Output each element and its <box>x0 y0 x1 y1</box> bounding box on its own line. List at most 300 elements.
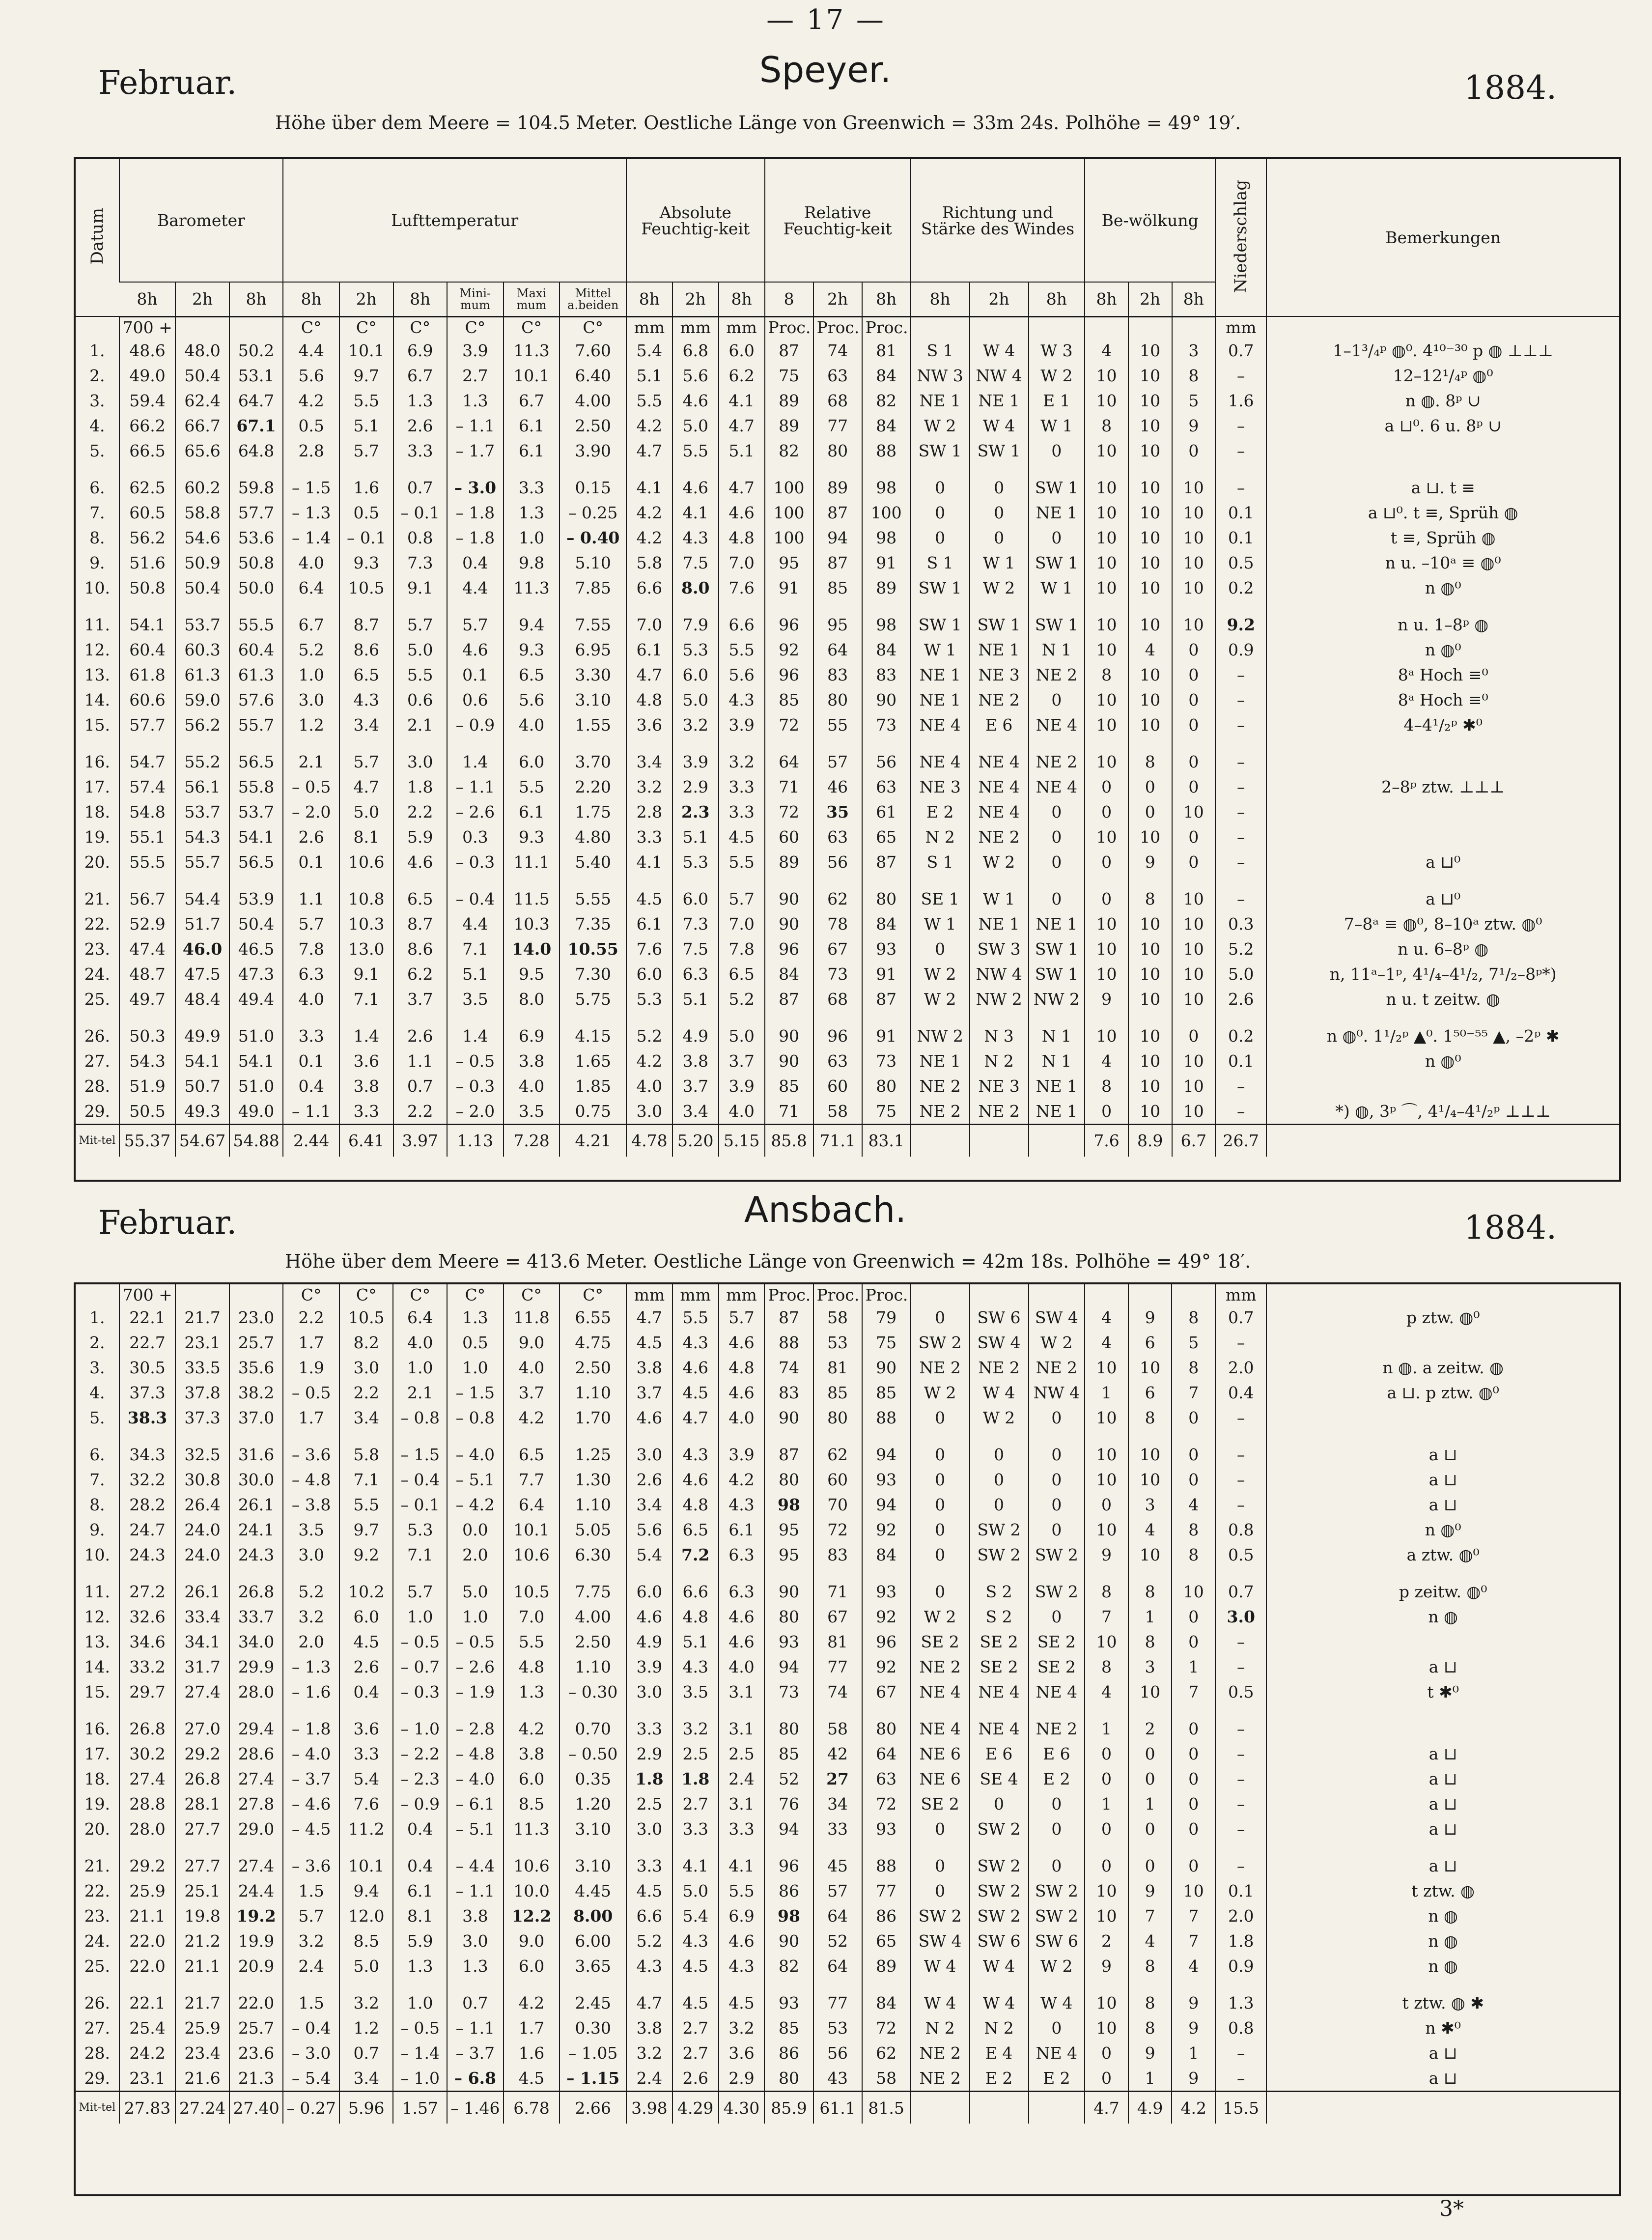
value-cell: 88 <box>862 438 911 463</box>
unit-cell: Proc. <box>813 1284 862 1305</box>
value-cell: – 4.8 <box>447 1741 504 1766</box>
value-cell: 4.6 <box>719 1604 765 1629</box>
value-cell: 9.1 <box>393 575 447 600</box>
value-cell: – 1.9 <box>447 1679 504 1704</box>
value-cell: 1.6 <box>339 475 393 500</box>
value-cell: 0.4 <box>393 1853 447 1878</box>
value-cell: 10.5 <box>339 575 393 600</box>
value-cell: 83 <box>813 662 862 687</box>
value-cell: 28.0 <box>229 1679 283 1704</box>
value-cell: 0 <box>911 936 970 962</box>
table-row <box>76 774 1619 799</box>
value-cell: – 2.8 <box>447 1716 504 1741</box>
value-cell: 74 <box>813 1679 862 1704</box>
value-cell: 25.7 <box>229 1330 283 1355</box>
value-cell: 0.4 <box>1215 1380 1266 1405</box>
value-cell: 5.55 <box>560 886 626 911</box>
value-cell: 77 <box>813 1990 862 2015</box>
table-row <box>76 1517 1619 1542</box>
value-cell: SW 1 <box>970 612 1029 637</box>
day-cell: 8. <box>89 528 105 547</box>
remark-cell: n u. 1–8ᵖ ◍ <box>1266 612 1619 637</box>
value-cell: – 5.4 <box>283 2066 339 2092</box>
value-cell: SW 6 <box>1029 1928 1085 1954</box>
unit-cell: C° <box>339 1284 393 1305</box>
value-cell: 4.8 <box>719 1355 765 1380</box>
value-cell: 49.7 <box>119 987 176 1012</box>
value-cell: 93 <box>862 1816 911 1842</box>
value-cell: E 2 <box>970 2066 1029 2092</box>
table-row <box>76 1049 1619 1074</box>
value-cell: 89 <box>813 475 862 500</box>
value-cell: NE 3 <box>970 662 1029 687</box>
value-cell: 0 <box>1128 799 1172 824</box>
value-cell: 1.2 <box>283 712 339 737</box>
pentad-gap <box>76 1567 1619 1579</box>
value-cell: 1 <box>1128 1791 1172 1816</box>
value-cell: 89 <box>765 850 813 875</box>
value-cell: N 1 <box>1029 1023 1085 1049</box>
value-cell: 3.1 <box>719 1716 765 1741</box>
value-cell: 10 <box>1128 363 1172 388</box>
value-cell: NE 1 <box>911 662 970 687</box>
mittel-cell: 1.13 <box>447 1124 504 1157</box>
value-cell: – 2.6 <box>447 1654 504 1679</box>
subheader-cell: 8h <box>393 282 447 316</box>
remark-cell <box>1266 1405 1619 1430</box>
value-cell: 5.1 <box>672 1629 719 1654</box>
unit-cell: 700 + <box>119 316 176 338</box>
value-cell: – 0.50 <box>560 1741 626 1766</box>
value-cell: N 3 <box>970 1023 1029 1049</box>
value-cell: 49.9 <box>175 1023 229 1049</box>
value-cell: SW 2 <box>1029 1878 1085 1903</box>
value-cell: 32.6 <box>119 1604 176 1629</box>
value-cell: 7.1 <box>393 1542 447 1567</box>
value-cell: 53.9 <box>229 886 283 911</box>
value-cell: 10 <box>1085 438 1128 463</box>
value-cell: 23.1 <box>175 1330 229 1355</box>
value-cell: 7.75 <box>560 1579 626 1604</box>
value-cell: 0 <box>911 1853 970 1878</box>
mittel-cell: 4.29 <box>672 2092 719 2124</box>
mittel-label: Mit-tel <box>76 1124 119 1157</box>
value-cell: 49.0 <box>229 1099 283 1125</box>
value-cell: – 1.0 <box>393 1716 447 1741</box>
value-cell: 0.6 <box>447 687 504 712</box>
value-cell: 5.5 <box>393 662 447 687</box>
value-cell: 0 <box>1029 1517 1085 1542</box>
table-row <box>76 1604 1619 1629</box>
value-cell: 8.7 <box>339 612 393 637</box>
value-cell: 3.3 <box>672 1816 719 1842</box>
value-cell: 2.5 <box>672 1741 719 1766</box>
remark-cell: a ⊔⁰. t ≡, Sprüh ◍ <box>1266 500 1619 525</box>
value-cell: 3.8 <box>504 1741 560 1766</box>
remark-cell: n ◍⁰ <box>1266 1049 1619 1074</box>
value-cell: 10 <box>1172 987 1216 1012</box>
value-cell: 0 <box>1029 1853 1085 1878</box>
value-cell: 0 <box>1172 1791 1215 1816</box>
value-cell: 50.2 <box>229 338 283 363</box>
station-1-year: 1884. <box>1464 69 1557 107</box>
subheader-cell: 8 <box>765 282 813 316</box>
value-cell: 9.0 <box>504 1928 560 1954</box>
value-cell: 5.3 <box>626 987 672 1012</box>
mittel-cell: 4.7 <box>1085 2092 1128 2124</box>
remark-cell: *) ◍, 3ᵖ ⌒, 4¹/₄–4¹/₂ᵖ ⊥⊥⊥ <box>1266 1099 1619 1125</box>
value-cell: 3.0 <box>626 1816 672 1842</box>
value-cell: 0 <box>1172 1442 1215 1467</box>
value-cell: NW 3 <box>911 363 970 388</box>
table-row <box>76 637 1619 662</box>
value-cell: 2.3 <box>672 799 719 824</box>
value-cell: 4.4 <box>283 338 339 363</box>
value-cell: 8 <box>1128 1954 1172 1979</box>
value-cell: 85 <box>764 2015 813 2041</box>
value-cell: 10.6 <box>504 1853 560 1878</box>
value-cell: 57.7 <box>229 500 283 525</box>
value-cell: – 0.5 <box>393 2015 447 2041</box>
remark-cell <box>1266 1330 1619 1355</box>
remark-cell: a ⊔ <box>1266 1467 1619 1492</box>
value-cell: 1.2 <box>339 2015 393 2041</box>
value-cell: 4.5 <box>339 1629 393 1654</box>
value-cell: 7.6 <box>626 936 672 962</box>
value-cell: 22.7 <box>119 1330 176 1355</box>
value-cell: W 2 <box>911 1604 970 1629</box>
value-cell: 3.0 <box>447 1928 504 1954</box>
value-cell: 5.2 <box>719 987 765 1012</box>
value-cell: 3.7 <box>393 987 447 1012</box>
value-cell: 71 <box>813 1579 862 1604</box>
value-cell: 6.6 <box>719 612 765 637</box>
value-cell: E 2 <box>1029 1766 1085 1791</box>
value-cell: 4.1 <box>719 388 765 413</box>
value-cell: 28.6 <box>229 1741 283 1766</box>
value-cell: 0 <box>1085 886 1128 911</box>
value-cell: 10 <box>1085 612 1128 637</box>
value-cell: 57 <box>813 749 862 774</box>
value-cell: 65 <box>862 1928 911 1954</box>
value-cell: 1.1 <box>393 1049 447 1074</box>
value-cell: 86 <box>764 2041 813 2066</box>
value-cell: W 4 <box>970 1380 1029 1405</box>
value-cell: NE 4 <box>1029 1679 1085 1704</box>
value-cell: – 5.1 <box>447 1816 504 1842</box>
value-cell: 1.4 <box>447 749 504 774</box>
table-row <box>76 338 1619 363</box>
value-cell: 10 <box>1085 637 1128 662</box>
value-cell: 35 <box>813 799 862 824</box>
day-cell: 1. <box>89 1308 105 1327</box>
day-cell: 11. <box>84 615 111 634</box>
value-cell: 0 <box>1029 687 1085 712</box>
value-cell: 43 <box>813 2066 862 2092</box>
value-cell: 10 <box>1085 1517 1128 1542</box>
col-rel-feucht: Relative Feuchtig-keit <box>765 159 911 282</box>
subheader-cell: Mittel a.beiden <box>560 282 626 316</box>
value-cell: 92 <box>862 1517 911 1542</box>
value-cell: 1 <box>1128 2066 1172 2092</box>
value-cell: NE 4 <box>911 1716 970 1741</box>
value-cell: 6.7 <box>393 363 447 388</box>
value-cell: 56 <box>862 749 911 774</box>
value-cell: 87 <box>765 338 813 363</box>
value-cell: 91 <box>862 550 911 575</box>
remark-cell: n ✱⁰ <box>1266 2015 1619 2041</box>
value-cell: W 2 <box>1029 1954 1085 1979</box>
value-cell: 0.7 <box>393 475 447 500</box>
mittel-cell <box>1266 1124 1619 1157</box>
value-cell: 10 <box>1128 338 1172 363</box>
day-cell: 7. <box>89 503 105 522</box>
value-cell: 10 <box>1085 962 1128 987</box>
value-cell: 6.9 <box>504 1023 560 1049</box>
value-cell: – 0.1 <box>339 525 393 550</box>
value-cell: 8 <box>1085 1074 1128 1099</box>
value-cell: NE 4 <box>911 1679 970 1704</box>
value-cell: 27.4 <box>229 1853 283 1878</box>
value-cell: 2.2 <box>393 799 447 824</box>
value-cell: SW 1 <box>911 612 970 637</box>
value-cell: 3.2 <box>339 1990 393 2015</box>
value-cell: 3.8 <box>447 1903 504 1928</box>
value-cell: 90 <box>764 1928 813 1954</box>
value-cell: 7.0 <box>626 612 672 637</box>
value-cell: 6.6 <box>672 1579 719 1604</box>
value-cell: – 3.6 <box>283 1853 339 1878</box>
value-cell: 24.2 <box>119 2041 176 2066</box>
value-cell: 8 <box>1172 363 1216 388</box>
value-cell: 11.8 <box>504 1305 560 1330</box>
value-cell: 6.30 <box>560 1542 626 1567</box>
value-cell: 0 <box>1128 1853 1172 1878</box>
value-cell: 1 <box>1172 2041 1215 2066</box>
value-cell: 53.7 <box>175 799 229 824</box>
value-cell: 3.7 <box>504 1380 560 1405</box>
value-cell: 8 <box>1128 1629 1172 1654</box>
value-cell: 0 <box>911 1467 970 1492</box>
value-cell: SW 4 <box>1029 1305 1085 1330</box>
value-cell: 0 <box>911 1492 970 1517</box>
value-cell: NE 2 <box>911 1355 970 1380</box>
value-cell: 7.5 <box>672 936 719 962</box>
value-cell: 6.5 <box>672 1517 719 1542</box>
value-cell: 48.7 <box>119 962 176 987</box>
value-cell: N 2 <box>911 824 970 850</box>
value-cell: 10 <box>1128 438 1172 463</box>
unit-cell: C° <box>393 316 447 338</box>
value-cell: 1 <box>1085 1716 1128 1741</box>
value-cell: 50.3 <box>119 1023 176 1049</box>
value-cell: 91 <box>862 962 911 987</box>
value-cell: 0.4 <box>283 1074 339 1099</box>
table-row <box>76 612 1619 637</box>
station-1-meta: Höhe über dem Meere = 104.5 Meter. Oestliche Länge von Greenwich = 33m 24s. Polhöhe = 49° 19′. <box>275 112 1241 134</box>
value-cell: 1.7 <box>283 1330 339 1355</box>
value-cell: 4.7 <box>626 1305 672 1330</box>
value-cell: 3.0 <box>626 1679 672 1704</box>
day-cell: 25. <box>84 1956 111 1976</box>
day-cell: 2. <box>89 366 105 385</box>
subheader-cell: 8h <box>1029 282 1085 316</box>
value-cell: E 4 <box>970 2041 1029 2066</box>
value-cell: 3.10 <box>560 1853 626 1878</box>
value-cell: 0 <box>1172 850 1216 875</box>
value-cell: 3.3 <box>719 799 765 824</box>
value-cell: NE 2 <box>970 1099 1029 1125</box>
value-cell: 87 <box>764 1442 813 1467</box>
value-cell: – <box>1215 774 1266 799</box>
value-cell: 6.0 <box>626 1579 672 1604</box>
day-cell: 10. <box>84 578 111 597</box>
unit-cell: Proc. <box>813 316 862 338</box>
day-cell: 11. <box>84 1582 111 1601</box>
value-cell: 24.0 <box>175 1517 229 1542</box>
value-cell: – 1.4 <box>393 2041 447 2066</box>
value-cell: 0 <box>1029 1405 1085 1430</box>
remark-cell: a ⊔ <box>1266 1654 1619 1679</box>
value-cell: 94 <box>813 525 862 550</box>
value-cell: 7.35 <box>560 911 626 936</box>
value-cell: 4 <box>1128 637 1172 662</box>
value-cell: 24.4 <box>229 1878 283 1903</box>
value-cell: 93 <box>764 1990 813 2015</box>
value-cell: 0.70 <box>560 1716 626 1741</box>
value-cell: 6.0 <box>339 1604 393 1629</box>
value-cell: 8 <box>1128 1405 1172 1430</box>
value-cell: 8 <box>1172 1542 1215 1567</box>
mittel-label: Mit-tel <box>76 2092 119 2124</box>
value-cell: 4 <box>1172 1954 1215 1979</box>
value-cell: 3.3 <box>393 438 447 463</box>
value-cell: 96 <box>862 1629 911 1654</box>
table-row <box>76 525 1619 550</box>
value-cell: 59.8 <box>229 475 283 500</box>
value-cell: NE 4 <box>970 1679 1029 1704</box>
value-cell: – <box>1215 2066 1266 2092</box>
mittel-cell: 7.28 <box>504 1124 560 1157</box>
value-cell: 1.3 <box>1215 1990 1266 2015</box>
value-cell: 96 <box>765 662 813 687</box>
value-cell: 1.0 <box>447 1604 504 1629</box>
value-cell: – 1.1 <box>447 413 504 438</box>
value-cell: 4.5 <box>626 1878 672 1903</box>
value-cell: 72 <box>765 712 813 737</box>
value-cell: – 1.1 <box>447 774 504 799</box>
value-cell: 58 <box>813 1716 862 1741</box>
value-cell: 75 <box>862 1099 911 1125</box>
value-cell: 3.4 <box>626 749 672 774</box>
value-cell: 31.7 <box>175 1654 229 1679</box>
value-cell: – 2.3 <box>393 1766 447 1791</box>
value-cell: 3.3 <box>504 475 560 500</box>
value-cell: 4.8 <box>504 1654 560 1679</box>
table-row <box>76 1355 1619 1380</box>
value-cell: NE 1 <box>970 911 1029 936</box>
value-cell: 9.0 <box>504 1330 560 1355</box>
value-cell: 10 <box>1128 500 1172 525</box>
value-cell: 10 <box>1172 1074 1216 1099</box>
value-cell: 3.30 <box>560 662 626 687</box>
value-cell: 6.8 <box>672 338 719 363</box>
value-cell: 1.4 <box>339 1023 393 1049</box>
value-cell: 90 <box>862 1355 911 1380</box>
value-cell: 5.2 <box>626 1023 672 1049</box>
value-cell: 8 <box>1128 1990 1172 2015</box>
value-cell: 3.9 <box>719 712 765 737</box>
remark-cell <box>1266 438 1619 463</box>
table-row <box>76 1990 1619 2015</box>
value-cell: – 0.5 <box>447 1629 504 1654</box>
value-cell: 5.75 <box>560 987 626 1012</box>
value-cell: – <box>1215 1442 1266 1467</box>
value-cell: – 4.5 <box>283 1816 339 1842</box>
value-cell: E 2 <box>911 799 970 824</box>
value-cell: 90 <box>862 687 911 712</box>
value-cell: 4.1 <box>672 500 719 525</box>
value-cell: 7 <box>1172 1903 1215 1928</box>
value-cell: SE 2 <box>911 1629 970 1654</box>
value-cell: 10 <box>1128 1099 1172 1125</box>
value-cell: 10 <box>1085 500 1128 525</box>
value-cell: 71 <box>765 774 813 799</box>
value-cell: 66.2 <box>119 413 176 438</box>
value-cell: 64 <box>813 637 862 662</box>
value-cell: 1 <box>1085 1380 1128 1405</box>
value-cell: 47.5 <box>175 962 229 987</box>
value-cell: 80 <box>862 886 911 911</box>
day-cell: 28. <box>84 1076 111 1096</box>
remark-cell: a ⊔⁰ <box>1266 850 1619 875</box>
value-cell: 2.6 <box>393 413 447 438</box>
value-cell: SE 4 <box>970 1766 1029 1791</box>
value-cell: 0 <box>1029 1442 1085 1467</box>
value-cell: 4.2 <box>504 1405 560 1430</box>
value-cell: – 0.3 <box>447 850 504 875</box>
value-cell: SE 2 <box>1029 1629 1085 1654</box>
value-cell: 0.2 <box>1215 1023 1266 1049</box>
value-cell: 0 <box>1085 1741 1128 1766</box>
value-cell: W 2 <box>1029 363 1085 388</box>
value-cell: W 4 <box>970 413 1029 438</box>
value-cell: 6.3 <box>719 1542 765 1567</box>
value-cell: 3.8 <box>504 1049 560 1074</box>
value-cell: 3.0 <box>626 1442 672 1467</box>
value-cell: 80 <box>764 1467 813 1492</box>
value-cell: – <box>1215 1405 1266 1430</box>
day-cell: 5. <box>89 441 105 460</box>
value-cell: 3.2 <box>283 1604 339 1629</box>
value-cell: 64 <box>813 1954 862 1979</box>
col-barometer: Barometer <box>119 159 283 282</box>
value-cell: 0 <box>911 525 970 550</box>
value-cell: 8 <box>1085 1579 1128 1604</box>
value-cell: 37.3 <box>175 1405 229 1430</box>
value-cell: 4.1 <box>719 1853 765 1878</box>
value-cell: 8.1 <box>393 1903 447 1928</box>
value-cell: 8.5 <box>504 1791 560 1816</box>
value-cell: 0 <box>1172 438 1216 463</box>
value-cell: 55.8 <box>229 774 283 799</box>
value-cell: 77 <box>813 1654 862 1679</box>
value-cell: 5.7 <box>719 1305 765 1330</box>
value-cell: N 2 <box>911 2015 970 2041</box>
value-cell: 3.2 <box>626 774 672 799</box>
value-cell: 5.5 <box>504 1629 560 1654</box>
value-cell: W 2 <box>970 1405 1029 1430</box>
